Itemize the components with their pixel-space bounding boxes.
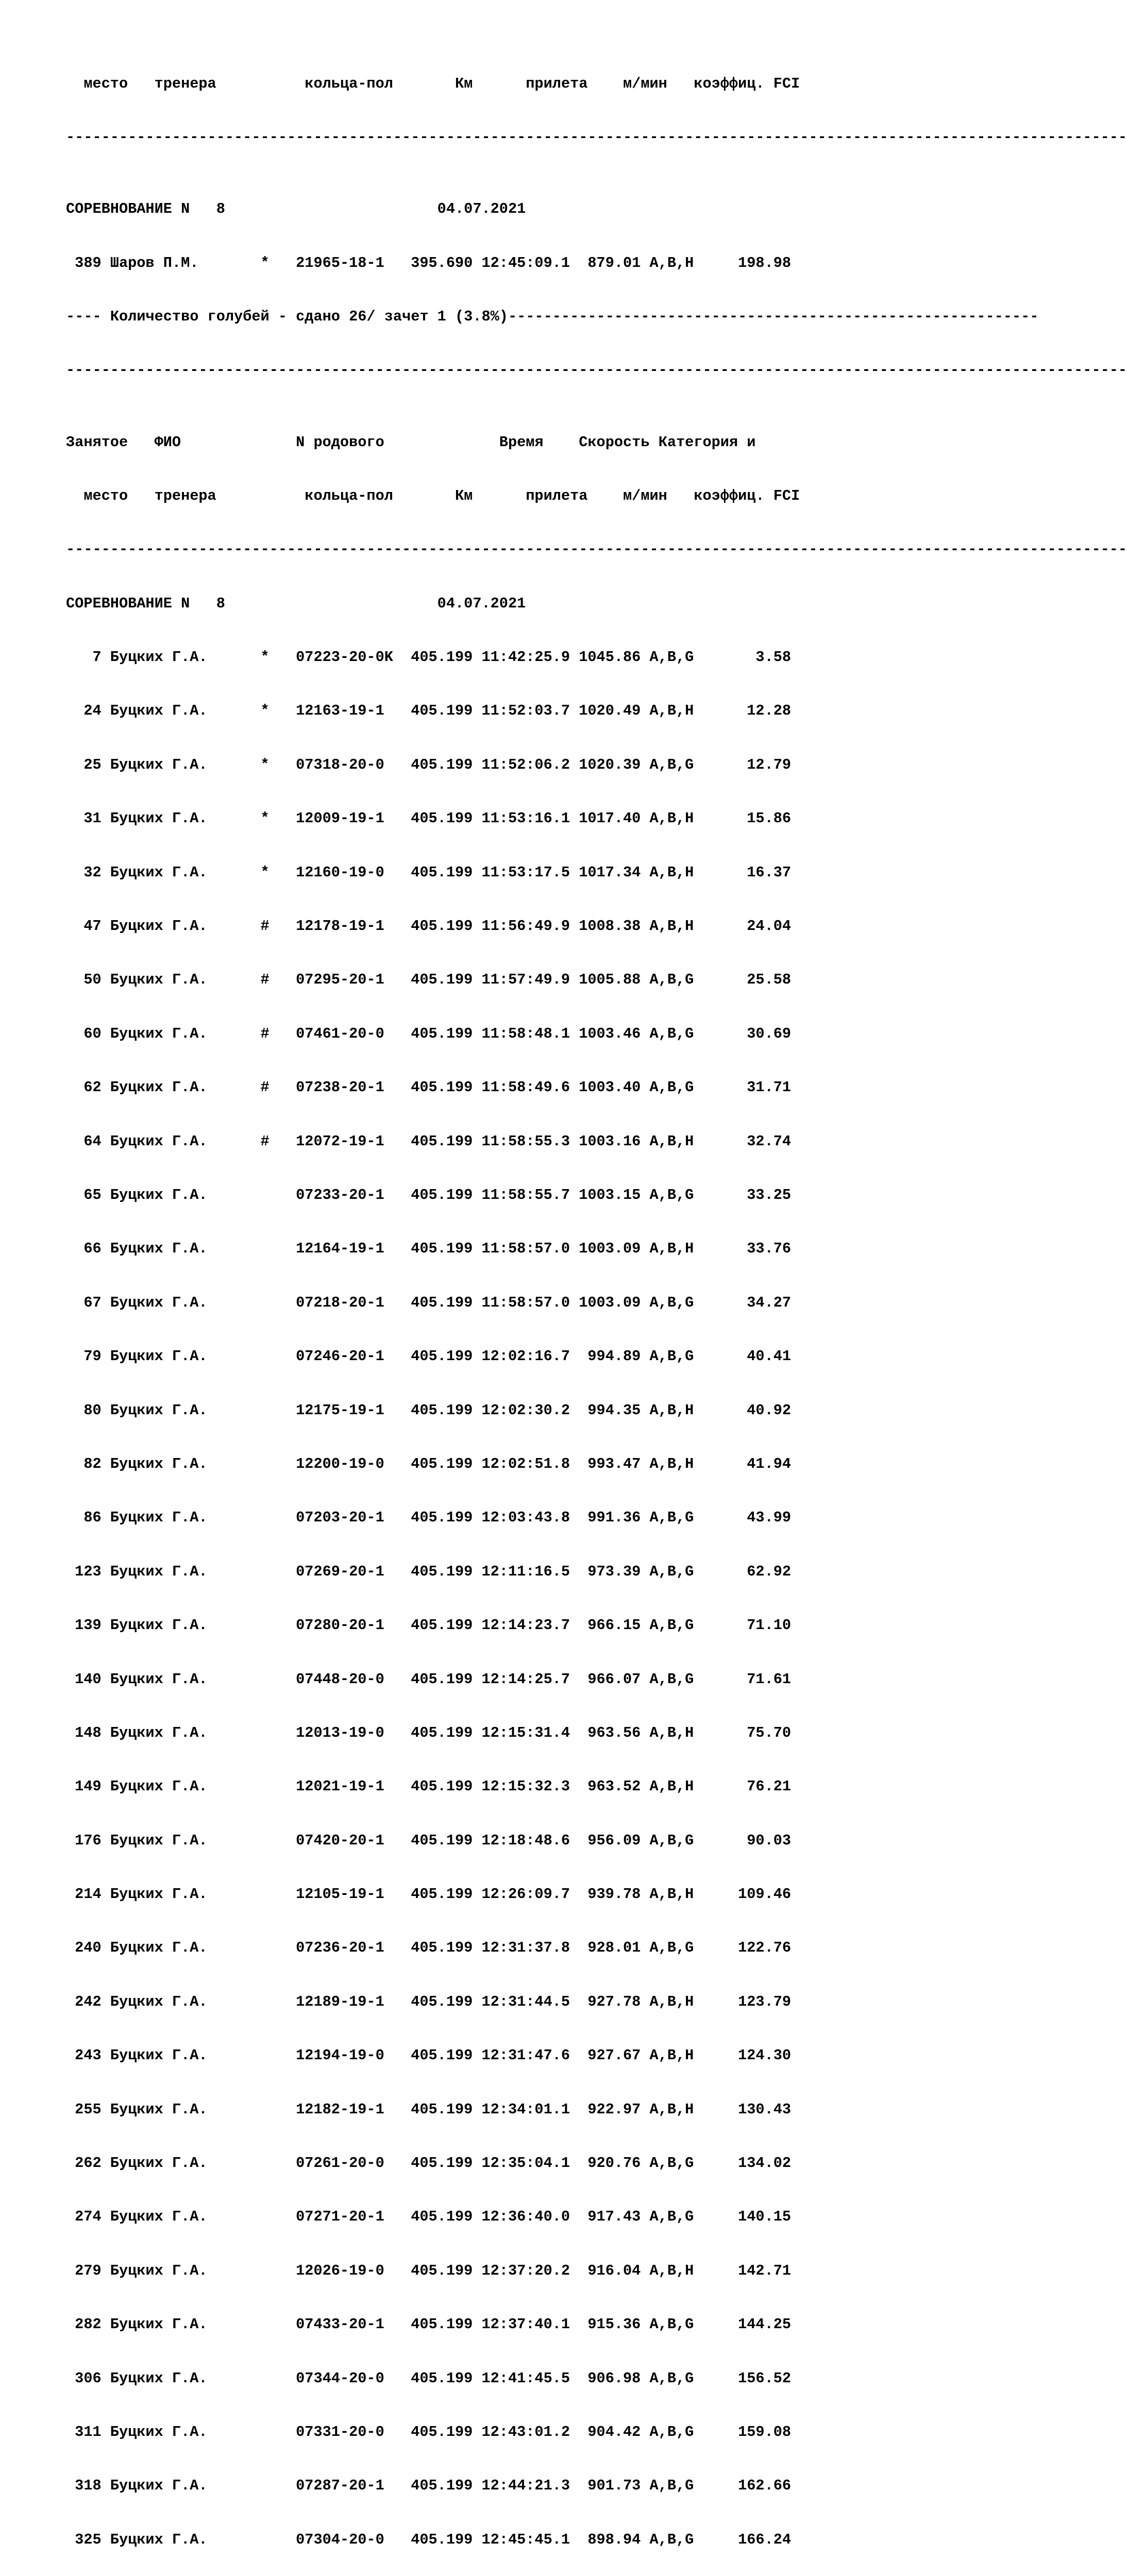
result-row: 274 Буцких Г.А. 07271-20-1 405.199 12:36:40.0 917.43 A,B,G 140.15 [66,2208,792,2226]
column-header-line1: Занятое ФИО N родового Время Скорость Категория и [66,433,756,451]
result-row: 255 Буцких Г.А. 12182-19-1 405.199 12:34:01.1 922.97 A,B,H 130.43 [66,2100,792,2118]
result-row: 242 Буцких Г.А. 12189-19-1 405.199 12:31:44.5 927.78 A,B,H 123.79 [66,1993,792,2010]
result-row: 389 Шаров П.М. * 21965-18-1 395.690 12:45:09.1 879.01 A,B,H 198.98 [66,254,792,272]
summary-line: ---- Количество голубей - сдано 26/ зачет 1 (3.8%)------------------------------------------------------------ [66,308,1039,325]
result-row: 79 Буцких Г.А. 07246-20-1 405.199 12:02:16.7 994.89 A,B,G 40.41 [66,1348,792,1365]
result-row: 140 Буцких Г.А. 07448-20-0 405.199 12:14:25.7 966.07 A,B,G 71.61 [66,1670,792,1688]
separator: ------------------------------------------------------------------------------------------------------------------------ [66,128,1127,146]
report-page [66,39,1127,2576]
result-row: 66 Буцких Г.А. 12164-19-1 405.199 11:58:57.0 1003.09 A,B,H 33.76 [66,1240,792,1258]
result-row: 306 Буцких Г.А. 07344-20-0 405.199 12:41:45.5 906.98 A,B,G 156.52 [66,2369,792,2387]
result-row: 64 Буцких Г.А. # 12072-19-1 405.199 11:58:55.3 1003.16 A,B,H 32.74 [66,1132,792,1150]
result-row: 282 Буцких Г.А. 07433-20-1 405.199 12:37:40.1 915.36 A,B,G 144.25 [66,2316,792,2333]
result-row: 47 Буцких Г.А. # 12178-19-1 405.199 11:56:49.9 1008.38 A,B,H 24.04 [66,918,792,935]
result-row: 60 Буцких Г.А. # 07461-20-0 405.199 11:58:48.1 1003.46 A,B,G 30.69 [66,1025,792,1042]
result-row: 7 Буцких Г.А. * 07223-20-0K 405.199 11:42:25.9 1045.86 A,B,G 3.58 [66,649,792,666]
result-row: 240 Буцких Г.А. 07236-20-1 405.199 12:31:37.8 928.01 A,B,G 122.76 [66,1939,792,1957]
result-row: 262 Буцких Г.А. 07261-20-0 405.199 12:35:04.1 920.76 A,B,G 134.02 [66,2155,792,2172]
separator: ------------------------------------------------------------------------------------------------------------------------ [66,362,1127,379]
top-header-line: место тренера кольца-пол Км прилета м/мин коэффиц. FCI [66,75,800,92]
result-row: 67 Буцких Г.А. 07218-20-1 405.199 11:58:57.0 1003.09 A,B,G 34.27 [66,1294,792,1311]
result-row: 31 Буцких Г.А. * 12009-19-1 405.199 11:53:16.1 1017.40 A,B,H 15.86 [66,810,792,827]
result-row: 279 Буцких Г.А. 12026-19-0 405.199 12:37:20.2 916.04 A,B,H 142.71 [66,2262,792,2279]
result-row: 50 Буцких Г.А. # 07295-20-1 405.199 11:57:49.9 1005.88 A,B,G 25.58 [66,971,792,989]
result-row: 325 Буцких Г.А. 07304-20-0 405.199 12:45:45.1 898.94 A,B,G 166.24 [66,2531,792,2548]
result-row: 80 Буцких Г.А. 12175-19-1 405.199 12:02:30.2 994.35 A,B,H 40.92 [66,1401,792,1419]
result-row: 32 Буцких Г.А. * 12160-19-0 405.199 11:53:17.5 1017.34 A,B,H 16.37 [66,863,792,881]
result-row: 148 Буцких Г.А. 12013-19-0 405.199 12:15:31.4 963.56 A,B,H 75.70 [66,1724,792,1741]
result-row: 149 Буцких Г.А. 12021-19-1 405.199 12:15:32.3 963.52 A,B,H 76.21 [66,1778,792,1795]
result-row: 62 Буцких Г.А. # 07238-20-1 405.199 11:58:49.6 1003.40 A,B,G 31.71 [66,1079,792,1096]
result-row: 86 Буцких Г.А. 07203-20-1 405.199 12:03:43.8 991.36 A,B,G 43.99 [66,1509,792,1527]
result-row: 243 Буцких Г.А. 12194-19-0 405.199 12:31:47.6 927.67 A,B,H 124.30 [66,2047,792,2064]
result-row: 176 Буцких Г.А. 07420-20-1 405.199 12:18:48.6 956.09 A,B,G 90.03 [66,1832,792,1849]
competition-line: СОРЕВНОВАНИЕ N 8 04.07.2021 [66,200,526,218]
result-row: 25 Буцких Г.А. * 07318-20-0 405.199 11:52:06.2 1020.39 A,B,G 12.79 [66,756,792,773]
competition-line: СОРЕВНОВАНИЕ N 8 04.07.2021 [66,595,526,612]
result-row: 139 Буцких Г.А. 07280-20-1 405.199 12:14:23.7 966.15 A,B,G 71.10 [66,1617,792,1634]
result-row: 65 Буцких Г.А. 07233-20-1 405.199 11:58:55.7 1003.15 A,B,G 33.25 [66,1187,792,1204]
result-row: 123 Буцких Г.А. 07269-20-1 405.199 12:11:16.5 973.39 A,B,G 62.92 [66,1563,792,1580]
result-row: 82 Буцких Г.А. 12200-19-0 405.199 12:02:51.8 993.47 A,B,H 41.94 [66,1455,792,1472]
separator: ------------------------------------------------------------------------------------------------------------------------ [66,541,1127,558]
result-row: 24 Буцких Г.А. * 12163-19-1 405.199 11:52:03.7 1020.49 A,B,H 12.28 [66,702,792,720]
result-row: 311 Буцких Г.А. 07331-20-0 405.199 12:43:01.2 904.42 A,B,G 159.08 [66,2423,792,2441]
result-row: 214 Буцких Г.А. 12105-19-1 405.199 12:26:09.7 939.78 A,B,H 109.46 [66,1886,792,1903]
result-row: 318 Буцких Г.А. 07287-20-1 405.199 12:44:21.3 901.73 A,B,G 162.66 [66,2477,792,2495]
column-header-line2: место тренера кольца-пол Км прилета м/мин коэффиц. FCI [66,487,800,504]
